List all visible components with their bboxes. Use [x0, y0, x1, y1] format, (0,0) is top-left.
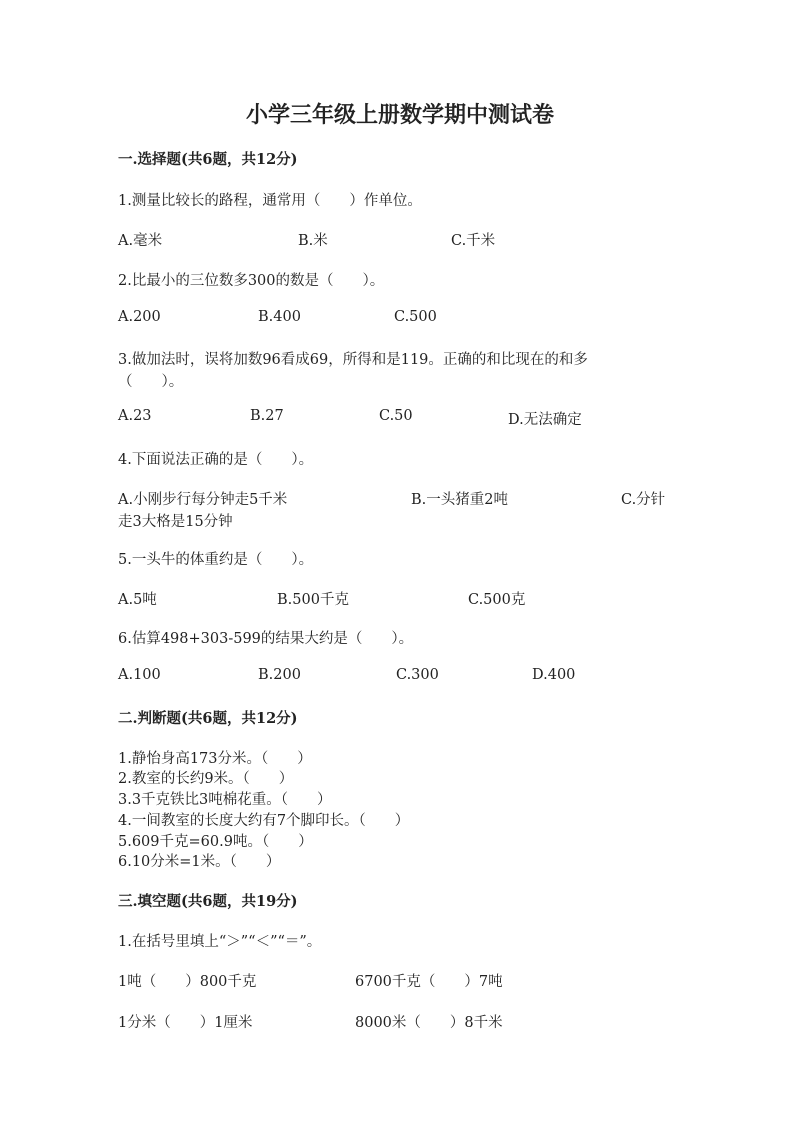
option-6c: C.300 [396, 667, 439, 683]
question-4: 4.下面说法正确的是（ ）。 [118, 452, 314, 468]
option-3c: C.50 [379, 408, 413, 424]
section-heading-judge: 二.判断题(共6题，共12分) [118, 710, 298, 727]
question-2: 2.比最小的三位数多300的数是（ ）。 [118, 273, 385, 289]
fill-question-1: 1.在括号里填上“＞”“＜”“＝”。 [118, 934, 322, 950]
option-5a: A.5吨 [118, 592, 157, 608]
option-4a: A.小刚步行每分钟走5千米 [118, 492, 288, 508]
option-6b: B.200 [258, 667, 301, 683]
option-3d: D.无法确定 [508, 412, 582, 428]
option-6a: A.100 [118, 667, 161, 683]
option-3b: B.27 [250, 408, 284, 424]
question-1: 1.测量比较长的路程，通常用（ ）作单位。 [118, 193, 422, 209]
option-5b: B.500千克 [277, 592, 349, 608]
judge-item-6: 6.10分米=1米。（ ） [118, 854, 281, 870]
option-6d: D.400 [532, 667, 576, 683]
option-5c: C.500克 [468, 592, 526, 608]
fill-item-3: 1分米（ ）1厘米 [118, 1015, 253, 1031]
option-4c: C.分针 [621, 492, 666, 508]
fill-item-4: 8000米（ ）8千米 [355, 1015, 503, 1031]
option-1b: B.米 [298, 233, 328, 249]
option-3a: A.23 [118, 408, 152, 424]
fill-item-2: 6700千克（ ）7吨 [355, 974, 503, 990]
section-heading-fill: 三.填空题(共6题，共19分) [118, 893, 298, 910]
judge-item-4: 4.一间教室的长度大约有7个脚印长。（ ） [118, 813, 410, 829]
option-2a: A.200 [118, 309, 161, 325]
question-3-cont: （ ）。 [118, 374, 184, 390]
judge-item-1: 1.静怡身高173分米。（ ） [118, 751, 312, 767]
option-4c-cont: 走3大格是15分钟 [118, 514, 233, 530]
option-2c: C.500 [394, 309, 437, 325]
fill-item-1: 1吨（ ）800千克 [118, 974, 257, 990]
page-title: 小学三年级上册数学期中测试卷 [245, 102, 554, 128]
judge-item-5: 5.609千克=60.9吨。（ ） [118, 834, 313, 850]
option-1c: C.千米 [451, 233, 496, 249]
judge-item-2: 2.教室的长约9米。（ ） [118, 771, 294, 787]
question-5: 5.一头牛的体重约是（ ）。 [118, 552, 314, 568]
option-2b: B.400 [258, 309, 301, 325]
section-heading-choice: 一.选择题(共6题，共12分) [118, 151, 298, 168]
question-3: 3.做加法时，误将加数96看成69，所得和是119。正确的和比现在的和多 [118, 352, 588, 368]
question-6: 6.估算498+303-599的结果大约是（ ）。 [118, 631, 414, 647]
judge-item-3: 3.3千克铁比3吨棉花重。（ ） [118, 792, 332, 808]
option-4b: B.一头猪重2吨 [411, 492, 508, 508]
option-1a: A.毫米 [118, 233, 163, 249]
